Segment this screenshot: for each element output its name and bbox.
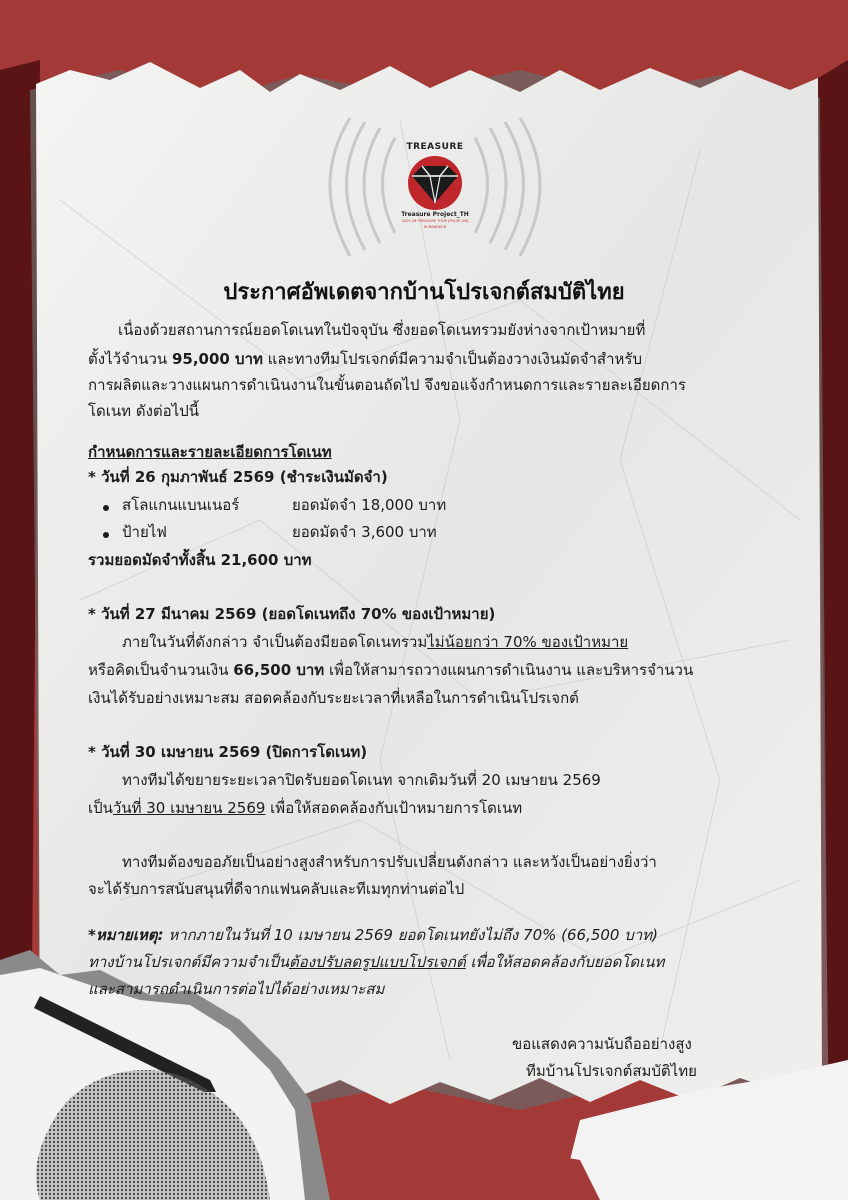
signature-line-1: ขอแสดงความนับถืออย่างสูง — [512, 1035, 692, 1053]
bullet-icon — [103, 505, 109, 511]
note-line-2: ทางบ้านโปรเจกต์มีความจำเป็นต้องปรับลดรูปแบบโปรเจกต์ เพื่อให้สอดคล้องกับยอดโดเนท — [88, 953, 665, 971]
note-emphasis: ต้องปรับลดรูปแบบโปรเจกต์ — [288, 953, 466, 971]
intro-line-3: การผลิตและวางแผนการดำเนินงานในขั้นตอนถัดไป จึงขอแจ้งกำหนดการและรายละเอียดการ — [88, 376, 686, 394]
intro-line-2: ตั้งไว้จำนวน 95,000 บาท และทางทีมโปรเจกต์มีความจำเป็นต้องวางเงินมัดจำสำหรับ — [88, 350, 642, 368]
note-label: *หมายเหตุ: — [88, 926, 164, 944]
deposit-heading: * วันที่ 26 กุมภาพันธ์ 2569 (ชำระเงินมัดจำ) — [88, 468, 388, 486]
note-line-3: และสามารถดำเนินการต่อไปได้อย่างเหมาะสม — [88, 980, 385, 998]
closing-line-2: เป็นวันที่ 30 เมษายน 2569 เพื่อให้สอดคล้องกับเป้าหมายการโดเนท — [88, 799, 523, 817]
closing-date: วันที่ 30 เมษายน 2569 — [112, 799, 266, 817]
closing-line-1: ทางทีมได้ขยายระยะเวลาปิดรับยอดโดเนท จากเดิมวันที่ 20 เมษายน 2569 — [122, 771, 601, 789]
deposit-item-name: ป้ายไฟ — [122, 523, 167, 541]
milestone-threshold: ไม่น้อยกว่า 70% ของเป้าหมาย — [427, 633, 629, 651]
bullet-icon — [103, 532, 109, 538]
logo-subtitle: 2025-26 TREASURE TOUR [PULSE ON] — [401, 219, 469, 223]
deposit-item-amount: ยอดมัดจำ 3,600 บาท — [292, 523, 437, 541]
apology-line-2: จะได้รับการสนับสนุนที่ดีจากแฟนคลับและทีเมทุกท่านต่อไป — [88, 880, 465, 898]
milestone-line-1: ภายในวันที่ดังกล่าว จำเป็นต้องมียอดโดเนทรวมไม่น้อยกว่า 70% ของเป้าหมาย — [122, 633, 629, 651]
milestone-amount: 66,500 บาท — [233, 661, 325, 679]
milestone-line-3: เงินได้รับอย่างเหมาะสม สอดคล้องกับระยะเวลาที่เหลือในการดำเนินโปรเจกต์ — [88, 689, 579, 707]
apology-line-1: ทางทีมต้องขออภัยเป็นอย่างสูงสำหรับการปรับเปลี่ยนดังกล่าว และหวังเป็นอย่างยิ่งว่า — [122, 853, 657, 871]
deposit-item-name: สโลแกนแบนเนอร์ — [122, 496, 240, 514]
treasure-logo — [300, 108, 570, 258]
deposit-total: รวมยอดมัดจำทั้งสิ้น 21,600 บาท — [88, 551, 312, 569]
milestone-heading: * วันที่ 27 มีนาคม 2569 (ยอดโดเนทถึง 70% ของเป้าหมาย) — [88, 605, 496, 623]
sound-wave-diamond-icon — [300, 108, 570, 258]
closing-heading: * วันที่ 30 เมษายน 2569 (ปิดการโดเนท) — [88, 743, 368, 761]
intro-line-1: เนื่องด้วยสถานการณ์ยอดโดเนทในปัจจุบัน ซึ่งยอดโดเนทรวมยังห่างจากเป้าหมายที่ — [118, 321, 646, 339]
logo-project-name: Treasure Project_TH — [401, 211, 469, 218]
deposit-item-amount: ยอดมัดจำ 18,000 บาท — [292, 496, 447, 514]
logo-brand-text: TREASURE — [406, 142, 464, 152]
schedule-heading: กำหนดการและรายละเอียดการโดเนท — [88, 443, 332, 461]
goal-amount: 95,000 บาท — [171, 350, 263, 368]
intro-line-4: โดเนท ดังต่อไปนี้ — [88, 402, 199, 420]
milestone-line-2: หรือคิดเป็นจำนวนเงิน 66,500 บาท เพื่อให้สามารถวางแผนการดำเนินงาน และบริหารจำนวน — [88, 661, 694, 679]
page-title: ประกาศอัพเดตจากบ้านโปรเจกต์สมบัติไทย — [223, 280, 625, 305]
note-line-1: *หมายเหตุ: หากภายในวันที่ 10 เมษายน 2569 ยอดโดเนทยังไม่ถึง 70% (66,500 บาท) — [88, 926, 658, 944]
signature-line-2: ทีมบ้านโปรเจกต์สมบัติไทย — [526, 1062, 697, 1080]
logo-subtitle-2: IN BANGKOK — [423, 225, 447, 229]
